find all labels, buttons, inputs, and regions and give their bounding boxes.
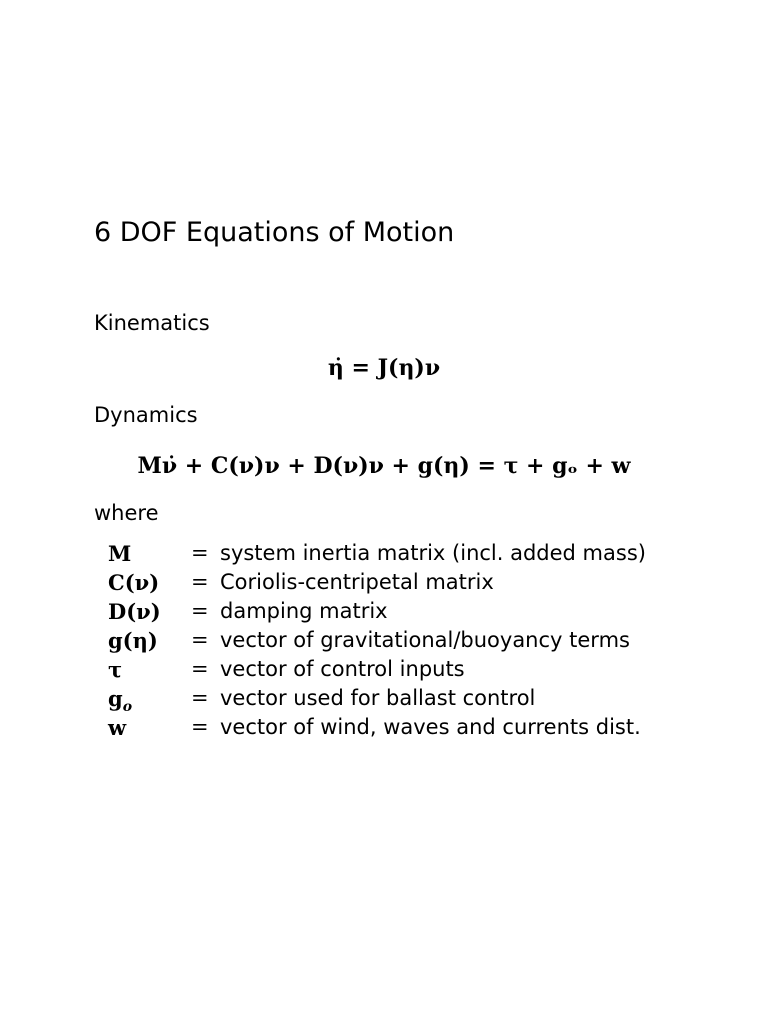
definition-symbol: τ (108, 657, 123, 682)
equals-sign: = (191, 715, 209, 739)
definition-symbol: D(ν) (108, 599, 161, 624)
equals-sign: = (191, 657, 209, 681)
definition-row (0, 684, 768, 716)
equals-sign: = (191, 570, 209, 594)
definition-description: vector of gravitational/buoyancy terms (220, 628, 630, 652)
definition-row (0, 713, 768, 742)
definition-symbol: M (108, 541, 132, 566)
definition-description: Coriolis-centripetal matrix (220, 570, 494, 594)
definition-symbol: w (108, 715, 127, 740)
definition-row (0, 597, 768, 626)
definition-description: damping matrix (220, 599, 388, 623)
definition-description: vector used for ballast control (220, 686, 536, 710)
kinematics-equation: η̇ = J(η)ν (327, 355, 441, 381)
equals-sign: = (191, 628, 209, 652)
equals-sign: = (191, 599, 209, 623)
symbol-base: g (108, 686, 123, 711)
kinematics-heading: Kinematics (94, 311, 210, 335)
equals-sign: = (191, 686, 209, 710)
definition-row (0, 626, 768, 655)
equals-sign: = (191, 541, 209, 565)
symbol-subscript: o (122, 699, 133, 716)
definition-row (0, 539, 768, 568)
definition-description: vector of control inputs (220, 657, 465, 681)
page-title: 6 DOF Equations of Motion (94, 217, 455, 248)
definition-row (0, 655, 768, 684)
definition-row (0, 568, 768, 597)
where-label: where (94, 501, 159, 525)
definition-description: system inertia matrix (incl. added mass) (220, 541, 646, 565)
dynamics-heading: Dynamics (94, 403, 198, 427)
definition-symbol: C(ν) (108, 570, 160, 595)
definition-description: vector of wind, waves and currents dist. (220, 715, 641, 739)
definition-symbol: g(η) (108, 628, 158, 653)
definition-symbol (108, 684, 133, 716)
dynamics-equation: Mν̇ + C(ν)ν + D(ν)ν + g(η) = τ + gₒ + w (137, 453, 631, 479)
